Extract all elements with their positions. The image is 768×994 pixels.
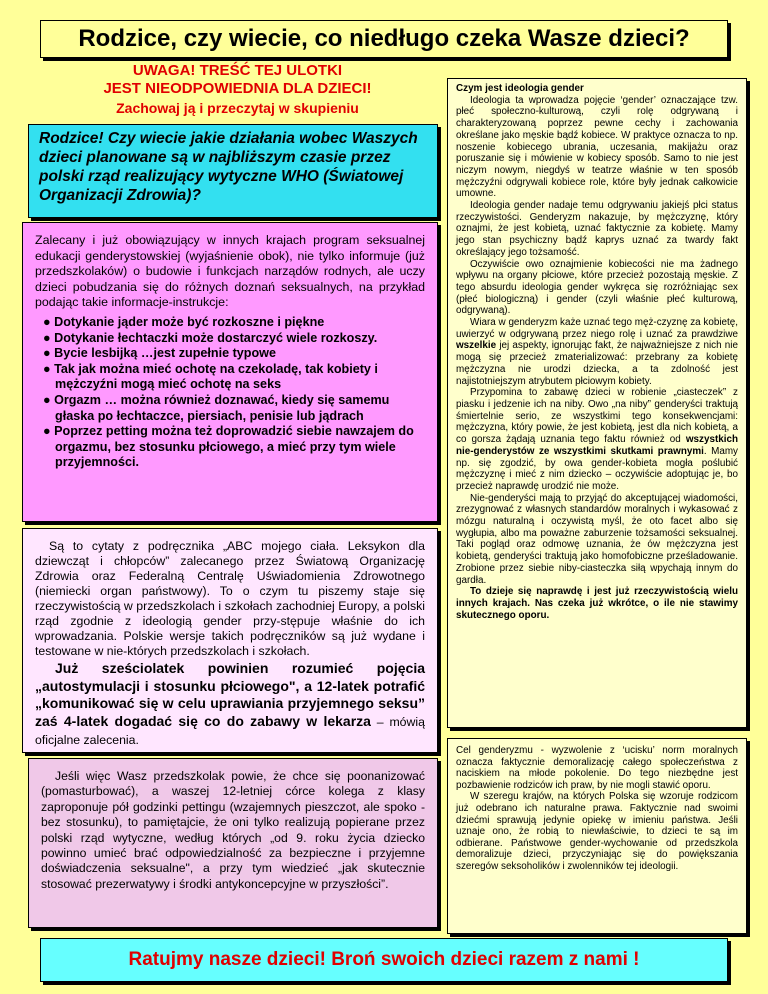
text-span: . Mamy np. się zgodzić, by owa gender-kobieta mogła poślubić mężczyznę i mieć z nim dziecko – oczywiście adoptując je, bo przecież naprawdę urodzić nie może.: [456, 445, 738, 492]
page-title: Rodzice, czy wiecie, co niedługo czeka Wasze dzieci?: [40, 20, 728, 58]
recommendation-paragraph: [35, 660, 425, 750]
footer-slogan: Ratujmy nasze dzieci! Broń swoich dzieci razem z nami !: [40, 938, 728, 982]
source-paragraph: Są to cytaty z podręcznika „ABC mojego ciała. Leksykon dla dziewcząt i chłopców” zalecanego przez Światową Organizację Zdrowia oraz Federalną Centralę Uświadomienia Zdrowotnego (niemiecki organ państwowy). To o czym tu piszemy staje się rzeczywistością w przedszkolach i szkołach zachodniej Europy, a polski rząd zgodnie z ideologią gender przy-stępuje właśnie do ich wprowadzania. Polskie wersje takich podręczników są już wydane i testowane w nie-których przedszkolach i szkołach.: [35, 539, 425, 658]
text-span: Wiara w genderyzm każe uznać tego męż-czyznę za kobietę, uwierzyć w odgrywaną przez niego rolę i uznać za prawdziwe: [456, 317, 738, 340]
curriculum-box: [22, 222, 438, 522]
explanation-conclusion: [456, 586, 738, 621]
explanation-paragraph: Ideologia gender nadaje temu odgrywaniu jakiejś płci status rzeczywistości. Genderyzm nakazuje, by mężczyznę, który oznajmi, że jest kobietą, uznać faktycznie za kobietę. Mamy jego stan psychiczny bądź kaprys uznać za twardy fakt określający jego tożsamość.: [456, 200, 738, 258]
text-span: jej aspekty, ignorując fakt, że najważniejsze z nich nie mogą się przecież zmaterializować: przebrany za kobietę mężczyzna nie urodzi dziecka, a ta zdolność jest najistotniejszym atrybutem płciowym kobiety.: [456, 340, 738, 387]
explanation-paragraph: Ideologia ta wprowadza pojęcie ‘gender’ oznaczające tzw. płeć społeczno-kulturową, czyli rolę odgrywaną i charakteryzowaną poprzez pewne cechy i zachowania określane jako męskie bądź kobiece. W praktyce oznacza to np. noszenie kobiecego ubrania, uczesania, makijażu oraz poruszanie się i mówienie w kobiecy sposób. Samo to nie jest niczym nowym, niegdyś w teatrze właśnie w ten sposób mężczyźni odgrywali kobiece role, które były jednak całkowicie umowne.: [456, 94, 738, 200]
warning-block: [40, 62, 435, 117]
recommendation-bold: Już sześciolatek powinien rozumieć pojęcia „autostymulacji i stosunku płciowego", a 12-latek potrafić „komunikować się w celu uprawiania przyjemnego seksu” zaś 4-latek dogadać się co do zabawy w lekarza: [35, 660, 425, 729]
explanation-paragraph: [456, 387, 738, 492]
explanation-paragraph: [456, 317, 738, 387]
bold-span: wszelkie: [456, 340, 497, 352]
explanation-paragraph: Oczywiście owo oznajmienie kobiecości nie ma żadnego wpływu na organy płciowe, które przecież pozostają męskie. Z tego absurdu ideologia gender wykręca się rozróżniając sex (płeć biologiczną) i gender (czyli właśnie płeć kulturową, odgrywaną).: [456, 258, 738, 317]
list-item: ● Orgazm … można również doznawać, kiedy się samemu głaska po łechtaczce, piersiach, penisie lub jądrach: [35, 393, 425, 424]
list-item: ● Bycie lesbijką …jest zupełnie typowe: [35, 346, 425, 362]
text-span: Przypomina to zabawę dzieci w robienie „ciasteczek” z piasku i jedzenie ich na niby. Owo „na niby” genderyści traktują śmiertelnie serio, ze wszystkimi tego konsekwencjami: mężczyzna, który powie, że jest kobietą, jest dla nich kobietą, a co gorsza żądają uznania tego faktu również od: [456, 387, 738, 446]
list-item: ● Poprzez petting można też doprowadzić siebie nawzajem do orgazmu, bez stosunku płciowego, a mieć przy tym wiele przyjemności.: [35, 424, 425, 471]
list-item: ● Tak jak można mieć ochotę na czekoladę, tak kobiety i mężczyźni mogą mieć ochotę na seks: [35, 362, 425, 393]
warning-line-2: JEST NIEODPOWIEDNIA DLA DZIECI!: [103, 80, 372, 97]
list-item: ● Dotykanie jąder może być rozkoszne i piękne: [35, 315, 425, 331]
bold-span: To dzieje się naprawdę i jest już rzeczywistością wielu innych krajach. Nas czeka już wkrótce, o ile nie stawimy skutecznego oporu.: [456, 586, 738, 621]
goal-paragraph: W szeregu krajów, na których Polska się wzoruje rodzicom już odebrano ich naturalne prawa. Faktycznie nad swoimi dziećmi sprawują jedynie opiekę w imieniu państwa. Jeśli uznaje ono, że robią to niewłaściwie, to dzieci te są im odbierane. Państwowe gender-wychowanie od przedszkola demoralizuje dzieci, przyczyniając się do powiększania szeregów seksoholików i zwolenników tej ideologii.: [456, 791, 738, 872]
gender-explanation-box: [447, 78, 747, 728]
explanation-heading: Czym jest ideologia gender: [456, 83, 584, 94]
bold-span: wszystkich nie-genderystów ze wszystkimi skutkami prawnymi: [456, 434, 738, 457]
curriculum-intro: Zalecany i już obowiązujący w innych krajach program seksualnej edukacji genderystowskiej (wyjaśnienie obok), nie tylko informuje (już przedszkolaków) o budowie i funkcjach narządów rodnych, ale uczy dzieci pobudzania się do różnych doznań seksualnych, na przykład podając takie informacje-instrukcje:: [35, 233, 425, 310]
source-box: [22, 528, 438, 753]
recommendation-tail: – mówią oficjalne zalecenia.: [35, 714, 425, 747]
goal-box: [447, 738, 747, 934]
warning-line-3: Zachowaj ją i przeczytaj w skupieniu: [116, 100, 359, 116]
explanation-paragraph: Nie-genderyści mają to przyjąć do akceptującej wiadomości, zrezygnować z własnych standardów moralnych i wykasować z mózgu naturalną i oczywistą myśl, że oto facet albo się wygłupia, albo ma poważne zaburzenie tożsamości seksualnej. Taki pogląd oraz odmowę uznania, że ów mężczyzna jest kobietą, genderyści traktują jako homofobiczne prześladowanie. Zrobione przez siebie niby-ciasteczka siłą wpychają innym do gardła.: [456, 492, 738, 586]
list-item: ● Dotykanie łechtaczki może dostarczyć wiele rozkoszy.: [35, 331, 425, 347]
goal-paragraph: Cel genderyzmu - wyzwolenie z ‘ucisku’ norm moralnych oznacza faktycznie demoralizację całego społeczeństwa z naciskiem na młode pokolenie. Do tego niezbędne jest pozbawienie rodziców ich praw, by nie mogli stawić oporu.: [456, 745, 738, 791]
question-box: Rodzice! Czy wiecie jakie działania wobec Waszych dzieci planowane są w najbliższym czasie przez polski rząd realizujący wytyczne WHO (Światowej Organizacji Zdrowia)?: [28, 124, 438, 218]
consequence-box: Jeśli więc Wasz przedszkolak powie, że chce się poonanizować (pomasturbować), a waszej 12-letniej córce kolega z klasy zaproponuje pół godzinki pettingu (wzajemnych pieszczot, ale spoko - bez stosunku), to pamiętajcie, że oni tylko realizują popierane przez polski rząd wytyczne, według których „od 9. roku życia dziecko powinno umieć brać odpowiedzialność za bezpieczne i przyjemne doświadczenia seksualne", a przy tym wiedzieć „jak skutecznie stosować prezerwatywy i środki antykoncepcyjne w przyszłości”.: [28, 758, 438, 928]
warning-line-1: UWAGA! TREŚĆ TEJ ULOTKI: [132, 62, 343, 79]
quote-list: [35, 315, 425, 471]
